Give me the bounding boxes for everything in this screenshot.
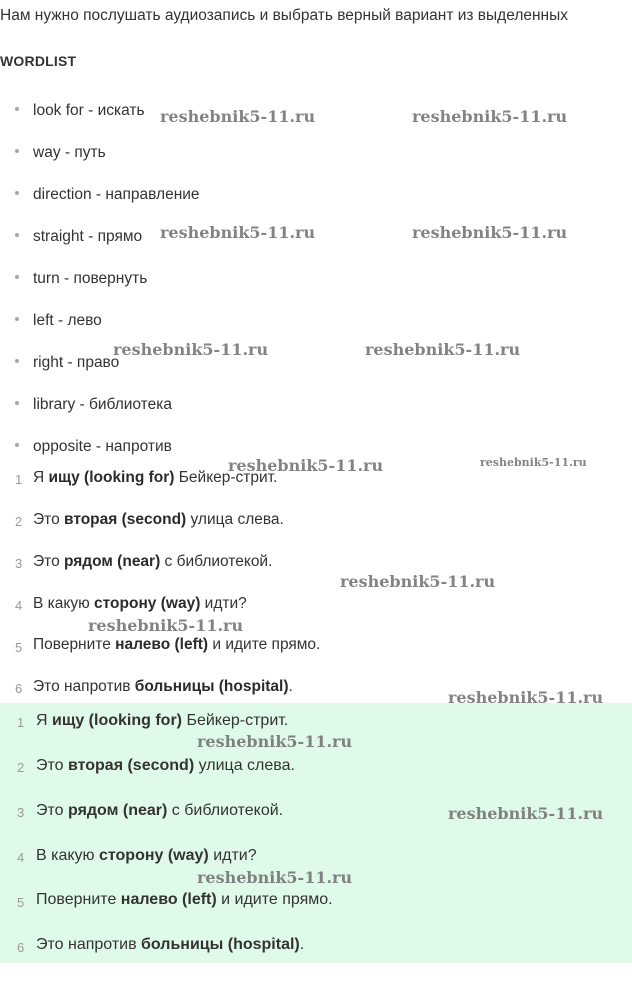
sentence-highlight: рядом (near) — [68, 802, 168, 819]
bullet-icon — [15, 317, 19, 321]
sentence-text: с библиотекой. — [160, 553, 273, 570]
sentence-text: Я — [33, 469, 49, 486]
sentence-highlight: налево (left) — [120, 891, 217, 908]
watermark: reshebnik5-11.ru — [113, 340, 269, 359]
wordlist-item-text: library - библиотека — [33, 396, 172, 413]
bullet-icon — [15, 275, 19, 279]
sentence-text: Бейкер-стрит. — [174, 469, 278, 486]
sentence-highlight: сторону (way) — [99, 847, 209, 864]
answer-sentence — [36, 802, 283, 820]
answer-sentence — [36, 712, 288, 730]
sentence-highlight: рядом (near) — [64, 553, 161, 570]
watermark: reshebnik5-11.ru — [160, 107, 316, 126]
sentence-text: В какую — [33, 595, 95, 612]
wordlist-title: WORDLIST — [0, 53, 77, 69]
bullet-icon — [15, 107, 19, 111]
answer-sentence — [36, 847, 257, 865]
sentence-highlight: вторая (second) — [68, 757, 195, 774]
watermark: reshebnik5-11.ru — [412, 107, 568, 126]
item-number: 1 — [17, 715, 25, 730]
wordlist-item-text: direction - направление — [33, 186, 200, 203]
exercise-sentence — [33, 678, 293, 696]
sentence-highlight: больницы (hospital) — [141, 936, 300, 953]
sentence-text: улица слева. — [186, 511, 284, 528]
item-number: 5 — [17, 895, 25, 910]
sentence-text: с библиотекой. — [167, 802, 284, 819]
wordlist-item — [15, 186, 200, 204]
sentence-text: . — [299, 936, 305, 953]
sentence-text: улица слева. — [194, 757, 295, 774]
bullet-icon — [15, 401, 19, 405]
bullet-icon — [15, 191, 19, 195]
wordlist-item — [15, 270, 147, 288]
sentence-text: Поверните — [33, 636, 116, 653]
intro-text: Нам нужно послушать аудиозапись и выбрать верный вариант из выделенных — [0, 7, 568, 24]
sentence-text: и идите прямо. — [208, 636, 321, 653]
item-number: 4 — [15, 598, 23, 613]
wordlist-item-text: right - право — [33, 354, 120, 371]
bullet-icon — [15, 233, 19, 237]
item-number: 6 — [17, 940, 25, 955]
item-number: 3 — [17, 805, 25, 820]
wordlist-item — [15, 438, 172, 456]
bullet-icon — [15, 149, 19, 153]
sentence-text: Это — [36, 802, 68, 819]
exercise-sentence — [33, 595, 247, 613]
exercise-sentence — [33, 511, 284, 529]
wordlist-item — [15, 354, 119, 372]
sentence-highlight: ищу (looking for) — [48, 469, 175, 486]
watermark: reshebnik5-11.ru — [365, 340, 521, 359]
answer-sentence — [36, 936, 304, 954]
exercise-sentence — [33, 636, 320, 654]
watermark: reshebnik5-11.ru — [480, 456, 587, 469]
item-number: 4 — [17, 850, 25, 865]
sentence-highlight: больницы (hospital) — [134, 678, 289, 695]
exercise-sentence — [33, 553, 272, 571]
item-number: 5 — [15, 640, 23, 655]
sentence-text: Поверните — [36, 891, 121, 908]
sentence-text: Бейкер-стрит. — [182, 712, 289, 729]
sentence-highlight: сторону (way) — [94, 595, 201, 612]
watermark: reshebnik5-11.ru — [448, 688, 604, 707]
sentence-text: Это напротив — [36, 936, 142, 953]
wordlist-item — [15, 144, 106, 162]
sentence-text: В какую — [36, 847, 99, 864]
item-number: 6 — [15, 681, 23, 696]
answer-sentence — [36, 757, 295, 775]
bullet-icon — [15, 443, 19, 447]
sentence-highlight: ищу (looking for) — [52, 712, 182, 729]
wordlist-item-text: straight - прямо — [33, 228, 143, 245]
watermark: reshebnik5-11.ru — [160, 223, 316, 242]
answer-sentence — [36, 891, 333, 909]
wordlist-item — [15, 396, 172, 414]
sentence-text: Это — [33, 553, 64, 570]
sentence-text: идти? — [200, 595, 247, 612]
sentence-text: идти? — [208, 847, 257, 864]
watermark: reshebnik5-11.ru — [197, 868, 353, 887]
watermark: reshebnik5-11.ru — [197, 732, 353, 751]
watermark: reshebnik5-11.ru — [88, 616, 244, 635]
wordlist-item-text: opposite - напротив — [33, 438, 172, 455]
bullet-icon — [15, 359, 19, 363]
wordlist-item — [15, 312, 102, 330]
wordlist-item-text: turn - повернуть — [33, 270, 148, 287]
sentence-highlight: налево (left) — [115, 636, 209, 653]
sentence-text: Я — [36, 712, 52, 729]
wordlist-item-text: left - лево — [33, 312, 102, 329]
item-number: 3 — [15, 556, 23, 571]
item-number: 1 — [15, 472, 23, 487]
sentence-text: Это — [33, 511, 64, 528]
sentence-text: . — [288, 678, 293, 695]
sentence-text: Это — [36, 757, 68, 774]
wordlist-item-text: look for - искать — [33, 102, 145, 119]
watermark: reshebnik5-11.ru — [340, 572, 496, 591]
sentence-highlight: вторая (second) — [64, 511, 187, 528]
watermark: reshebnik5-11.ru — [412, 223, 568, 242]
watermark: reshebnik5-11.ru — [228, 456, 384, 475]
watermark: reshebnik5-11.ru — [448, 804, 604, 823]
wordlist-item — [15, 228, 142, 246]
wordlist-item — [15, 102, 145, 120]
item-number: 2 — [15, 514, 23, 529]
wordlist-item-text: way - путь — [33, 144, 106, 161]
item-number: 2 — [17, 760, 25, 775]
sentence-text: Это напротив — [33, 678, 135, 695]
sentence-text: и идите прямо. — [216, 891, 333, 908]
